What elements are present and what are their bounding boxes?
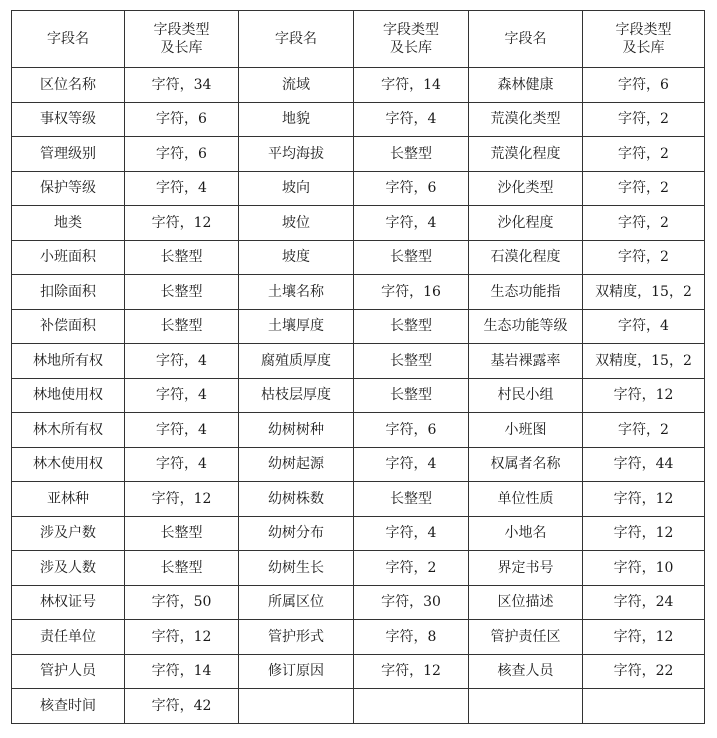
field-name-cell: 林木使用权 xyxy=(12,447,125,482)
field-name-cell: 管护责任区 xyxy=(469,620,583,655)
field-name-cell xyxy=(469,689,583,724)
field-name-cell: 区位描述 xyxy=(469,585,583,620)
field-type-cell: 字符，12 xyxy=(354,654,469,689)
field-type-cell: 字符，4 xyxy=(125,413,239,448)
field-name-cell: 保护等级 xyxy=(12,171,125,206)
field-name-cell: 管理级别 xyxy=(12,137,125,172)
table-row xyxy=(12,551,705,586)
table-row xyxy=(12,137,705,172)
table-row xyxy=(12,240,705,275)
field-type-cell: 字符，4 xyxy=(354,206,469,241)
field-type-cell: 长整型 xyxy=(125,240,239,275)
field-name-cell: 幼树生长 xyxy=(239,551,354,586)
field-type-cell: 字符，2 xyxy=(583,413,705,448)
field-type-cell: 字符，4 xyxy=(125,378,239,413)
field-type-cell: 长整型 xyxy=(354,240,469,275)
field-name-cell: 核查时间 xyxy=(12,689,125,724)
field-name-cell: 生态功能指 xyxy=(469,275,583,310)
field-name-cell: 平均海拔 xyxy=(239,137,354,172)
field-definition-table xyxy=(11,10,705,724)
field-type-cell: 长整型 xyxy=(354,482,469,517)
field-name-cell: 地貌 xyxy=(239,102,354,137)
field-type-cell: 双精度，15，2 xyxy=(583,275,705,310)
field-name-cell: 生态功能等级 xyxy=(469,309,583,344)
field-name-cell: 荒漠化程度 xyxy=(469,137,583,172)
field-name-cell: 土壤厚度 xyxy=(239,309,354,344)
field-name-cell: 沙化程度 xyxy=(469,206,583,241)
field-type-cell: 字符，6 xyxy=(125,137,239,172)
field-name-cell: 小班面积 xyxy=(12,240,125,275)
field-type-cell: 字符，4 xyxy=(354,102,469,137)
field-name-cell: 林地使用权 xyxy=(12,378,125,413)
field-name-cell: 责任单位 xyxy=(12,620,125,655)
field-name-cell: 小班图 xyxy=(469,413,583,448)
field-type-cell: 长整型 xyxy=(125,551,239,586)
header-field-type: 字段类型 及长库 xyxy=(583,11,705,68)
field-type-cell: 字符，4 xyxy=(354,516,469,551)
field-name-cell: 所属区位 xyxy=(239,585,354,620)
header-row xyxy=(12,11,705,68)
field-name-cell: 地类 xyxy=(12,206,125,241)
field-name-cell: 森林健康 xyxy=(469,68,583,103)
field-type-cell: 长整型 xyxy=(354,378,469,413)
table-body xyxy=(12,68,705,724)
field-name-cell: 沙化类型 xyxy=(469,171,583,206)
field-name-cell: 基岩裸露率 xyxy=(469,344,583,379)
field-name-cell: 核查人员 xyxy=(469,654,583,689)
field-type-cell: 字符，10 xyxy=(583,551,705,586)
field-name-cell: 事权等级 xyxy=(12,102,125,137)
field-name-cell: 修订原因 xyxy=(239,654,354,689)
field-type-cell: 字符，12 xyxy=(583,378,705,413)
field-name-cell: 小地名 xyxy=(469,516,583,551)
field-type-cell: 长整型 xyxy=(125,309,239,344)
header-field-name: 字段名 xyxy=(12,11,125,68)
field-type-cell: 字符，2 xyxy=(354,551,469,586)
header-field-name: 字段名 xyxy=(469,11,583,68)
field-name-cell: 管护人员 xyxy=(12,654,125,689)
field-name-cell: 坡度 xyxy=(239,240,354,275)
field-name-cell: 林地所有权 xyxy=(12,344,125,379)
header-field-name: 字段名 xyxy=(239,11,354,68)
field-name-cell: 腐殖质厚度 xyxy=(239,344,354,379)
field-type-cell: 字符，2 xyxy=(583,102,705,137)
table-row xyxy=(12,620,705,655)
table-row xyxy=(12,102,705,137)
table-row xyxy=(12,689,705,724)
field-type-cell: 字符，4 xyxy=(125,447,239,482)
table-row xyxy=(12,309,705,344)
field-name-cell: 单位性质 xyxy=(469,482,583,517)
field-name-cell: 补偿面积 xyxy=(12,309,125,344)
field-type-cell: 长整型 xyxy=(354,137,469,172)
field-name-cell: 涉及人数 xyxy=(12,551,125,586)
field-name-cell: 荒漠化类型 xyxy=(469,102,583,137)
table-row xyxy=(12,275,705,310)
field-type-cell: 字符，4 xyxy=(583,309,705,344)
field-name-cell: 石漠化程度 xyxy=(469,240,583,275)
header-field-type: 字段类型 及长库 xyxy=(125,11,239,68)
field-type-cell: 字符，6 xyxy=(354,171,469,206)
field-type-cell: 字符，22 xyxy=(583,654,705,689)
field-name-cell: 扣除面积 xyxy=(12,275,125,310)
table-row xyxy=(12,447,705,482)
field-type-cell: 字符，14 xyxy=(125,654,239,689)
field-name-cell xyxy=(239,689,354,724)
field-name-cell: 村民小组 xyxy=(469,378,583,413)
field-type-cell: 字符，12 xyxy=(125,482,239,517)
table-row xyxy=(12,516,705,551)
field-type-cell: 字符，14 xyxy=(354,68,469,103)
field-name-cell: 枯枝层厚度 xyxy=(239,378,354,413)
field-type-cell: 字符，6 xyxy=(125,102,239,137)
table-row xyxy=(12,585,705,620)
field-name-cell: 幼树树种 xyxy=(239,413,354,448)
field-type-cell: 字符，16 xyxy=(354,275,469,310)
field-type-cell: 字符，4 xyxy=(125,344,239,379)
field-type-cell: 字符，24 xyxy=(583,585,705,620)
table-row xyxy=(12,206,705,241)
field-type-cell: 长整型 xyxy=(354,309,469,344)
field-name-cell: 界定书号 xyxy=(469,551,583,586)
field-name-cell: 区位名称 xyxy=(12,68,125,103)
field-type-cell: 长整型 xyxy=(354,344,469,379)
field-type-cell: 字符，2 xyxy=(583,240,705,275)
field-name-cell: 林权证号 xyxy=(12,585,125,620)
field-type-cell: 字符，4 xyxy=(354,447,469,482)
field-type-cell: 字符，50 xyxy=(125,585,239,620)
table-row xyxy=(12,171,705,206)
table-row xyxy=(12,344,705,379)
field-type-cell: 字符，2 xyxy=(583,206,705,241)
field-type-cell: 长整型 xyxy=(125,275,239,310)
field-type-cell: 字符，6 xyxy=(354,413,469,448)
header-field-type: 字段类型 及长库 xyxy=(354,11,469,68)
field-type-cell xyxy=(583,689,705,724)
field-name-cell: 权属者名称 xyxy=(469,447,583,482)
field-name-cell: 坡位 xyxy=(239,206,354,241)
table-row xyxy=(12,413,705,448)
field-type-cell: 字符，4 xyxy=(125,171,239,206)
field-type-cell: 字符，12 xyxy=(583,620,705,655)
field-name-cell: 管护形式 xyxy=(239,620,354,655)
field-name-cell: 幼树起源 xyxy=(239,447,354,482)
field-type-cell xyxy=(354,689,469,724)
field-name-cell: 涉及户数 xyxy=(12,516,125,551)
table-row xyxy=(12,482,705,517)
field-type-cell: 字符，6 xyxy=(583,68,705,103)
field-name-cell: 幼树分布 xyxy=(239,516,354,551)
field-type-cell: 双精度，15，2 xyxy=(583,344,705,379)
field-type-cell: 字符，34 xyxy=(125,68,239,103)
field-type-cell: 字符，12 xyxy=(125,620,239,655)
field-name-cell: 林木所有权 xyxy=(12,413,125,448)
table-row xyxy=(12,378,705,413)
field-name-cell: 坡向 xyxy=(239,171,354,206)
field-type-cell: 字符，2 xyxy=(583,171,705,206)
field-type-cell: 字符，12 xyxy=(583,482,705,517)
field-name-cell: 土壤名称 xyxy=(239,275,354,310)
field-type-cell: 字符，30 xyxy=(354,585,469,620)
field-name-cell: 幼树株数 xyxy=(239,482,354,517)
table-row xyxy=(12,68,705,103)
field-type-cell: 字符，12 xyxy=(125,206,239,241)
field-name-cell: 流域 xyxy=(239,68,354,103)
field-type-cell: 字符，12 xyxy=(583,516,705,551)
field-type-cell: 字符，44 xyxy=(583,447,705,482)
table-row xyxy=(12,654,705,689)
field-type-cell: 字符，42 xyxy=(125,689,239,724)
field-type-cell: 字符，2 xyxy=(583,137,705,172)
field-type-cell: 字符，8 xyxy=(354,620,469,655)
field-name-cell: 亚林种 xyxy=(12,482,125,517)
field-type-cell: 长整型 xyxy=(125,516,239,551)
